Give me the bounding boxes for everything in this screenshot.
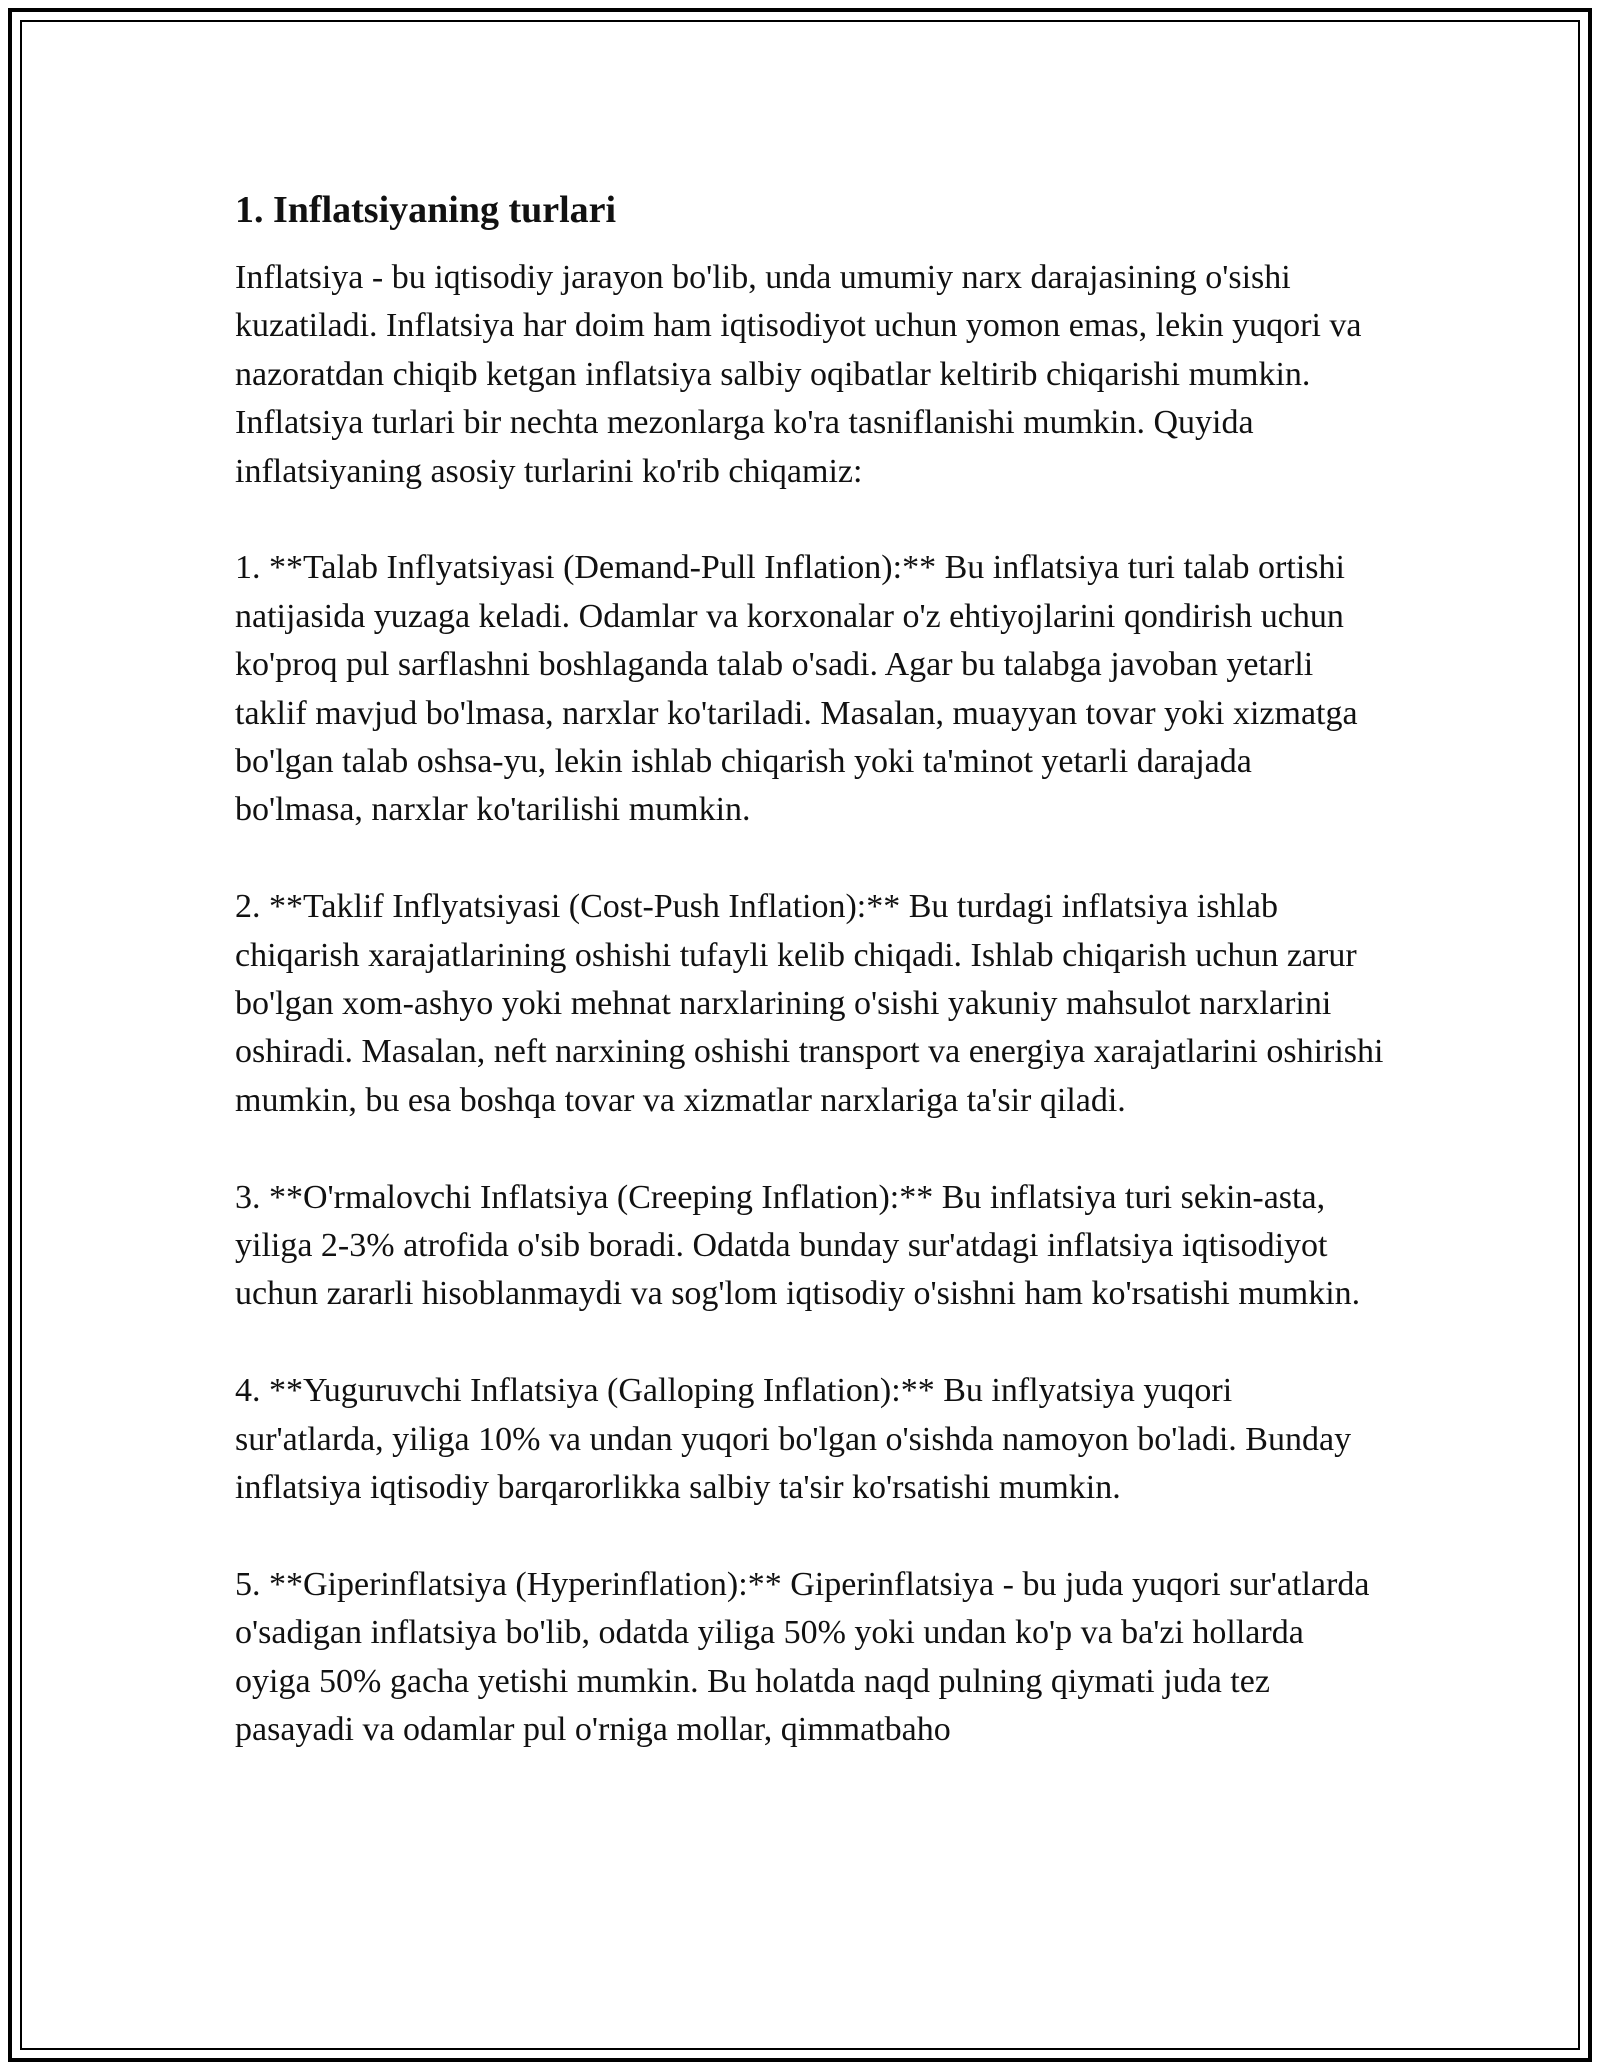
- paragraph-intro: Inflatsiya - bu iqtisodiy jarayon bo'lib, unda umumiy narx darajasining o'sishi kuzatiladi. Inflatsiya har doim ham iqtisodiyot uchun yomon emas, lekin yuqori va nazoratdan chiqib ketgan inflatsiya salbiy oqibatlar keltirib chiqarishi mumkin. Inflatsiya turlari bir nechta mezonlarga ko'ra tasniflanishi mumkin. Quyida inflatsiyaning asosiy turlarini ko'rib chiqamiz:: [235, 259, 1362, 490]
- section-heading: 1. Inflatsiyaning turlari: [235, 189, 617, 231]
- paragraph-demand-pull: 1. **Talab Inflyatsiyasi (Demand-Pull Inflation):** Bu inflatsiya turi talab ortishi natijasida yuzaga keladi. Odamlar va korxonalar o'z ehtiyojlarini qondirish uchun ko'proq pul sarflashni boshlaganda talab o'sadi. Agar bu talabga javoban yetarli taklif mavjud bo'lmasa, narxlar ko'tariladi. Masalan, muayyan tovar yoki xizmatga bo'lgan talab oshsa-yu, lekin ishlab chiqarish yoki ta'minot yetarli darajada bo'lmasa, narxlar ko'tarilishi mumkin.: [235, 549, 1358, 829]
- paragraph-hyperinflation: 5. **Giperinflatsiya (Hyperinflation):** Giperinflatsiya - bu juda yuqori sur'atlarda o'sadigan inflatsiya bo'lib, odatda yiliga 50% yoki undan ko'p va ba'zi hollarda oyiga 50% gacha yetishi mumkin. Bu holatda naqd pulning qiymati juda tez pasayadi va odamlar pul o'rniga mollar, qimmatbaho: [235, 1565, 1370, 1749]
- paragraph-galloping: 4. **Yuguruvchi Inflatsiya (Galloping Inflation):** Bu inflyatsiya yuqori sur'atlarda, yiliga 10% va undan yuqori bo'lgan o'sishda namoyon bo'ladi. Bunday inflatsiya iqtisodiy barqarorlikka salbiy ta'sir ko'rsatishi mumkin.: [235, 1372, 1352, 1507]
- paragraph-cost-push: 2. **Taklif Inflyatsiyasi (Cost-Push Inflation):** Bu turdagi inflatsiya ishlab chiqarish xarajatlarining oshishi tufayli kelib chiqadi. Ishlab chiqarish uchun zarur bo'lgan xom-ashyo yoki mehnat narxlarining o'sishi yakuniy mahsulot narxlarini oshiradi. Masalan, neft narxining oshishi transport va energiya xarajatlarini oshirishi mumkin, bu esa boshqa tovar va xizmatlar narxlariga ta'sir qiladi.: [235, 888, 1384, 1119]
- paragraph-creeping: 3. **O'rmalovchi Inflatsiya (Creeping Inflation):** Bu inflatsiya turi sekin-asta, yiliga 2-3% atrofida o'sib boradi. Odatda bunday sur'atdagi inflatsiya iqtisodiyot uchun zararli hisoblanmaydi va sog'lom iqtisodiy o'sishni ham ko'rsatishi mumkin.: [235, 1178, 1361, 1313]
- document-body: [235, 186, 1385, 1755]
